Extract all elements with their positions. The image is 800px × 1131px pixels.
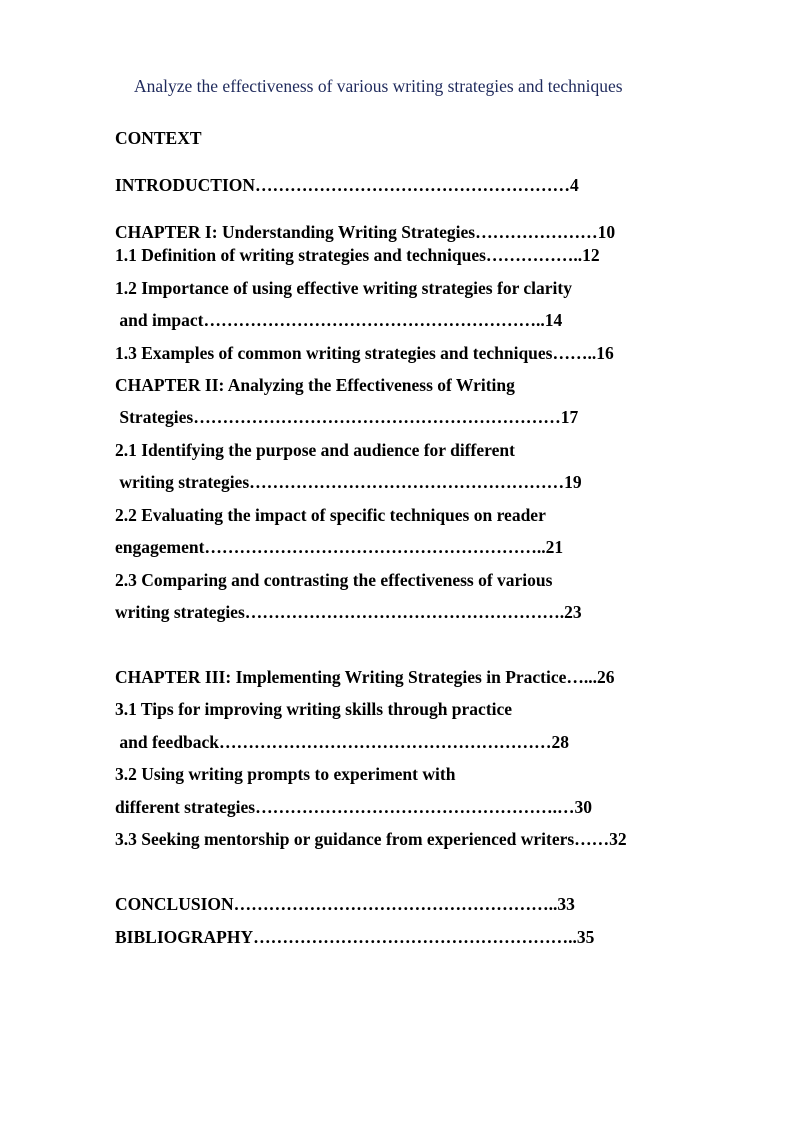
toc-entry-2-1-line2: writing strategies………………………………………………19: [115, 472, 582, 492]
toc-entry-introduction: INTRODUCTION………………………………………………4: [115, 175, 579, 195]
toc-entry-chapter-2-line1: CHAPTER II: Analyzing the Effectiveness of Writing: [115, 375, 515, 395]
contents-heading: CONTEXT: [115, 128, 202, 148]
toc-entry-1-3: 1.3 Examples of common writing strategies and techniques……..16: [115, 343, 614, 363]
toc-entry-chapter-2-line2: Strategies………………………………………………………17: [115, 407, 579, 427]
toc-entry-3-2-line1: 3.2 Using writing prompts to experiment with: [115, 764, 456, 784]
toc-entry-chapter-3: CHAPTER III: Implementing Writing Strategies in Practice…...26: [115, 667, 615, 687]
toc-entry-2-3-line1: 2.3 Comparing and contrasting the effectiveness of various: [115, 570, 553, 590]
toc-entry-conclusion: CONCLUSION………………………………………………..33: [115, 894, 575, 914]
toc-entry-3-1-line1: 3.1 Tips for improving writing skills through practice: [115, 699, 513, 719]
toc-entry-1-2-line2: and impact…………………………………………………..14: [115, 310, 563, 330]
toc-entry-3-1-line2: and feedback…………………………………………………28: [115, 732, 570, 752]
toc-entry-2-2-line2: engagement…………………………………………………..21: [115, 537, 564, 557]
toc-entry-chapter-1: CHAPTER I: Understanding Writing Strategies…………………10: [115, 222, 616, 242]
toc-entry-1-2-line1: 1.2 Importance of using effective writing strategies for clarity: [115, 278, 572, 298]
document-title: Analyze the effectiveness of various writing strategies and techniques: [134, 76, 623, 96]
toc-entry-2-2-line1: 2.2 Evaluating the impact of specific techniques on reader: [115, 505, 546, 525]
toc-entry-3-2-line2: different strategies…………………………………………….…30: [115, 797, 592, 817]
toc-entry-2-3-line2: writing strategies……………………………………………….23: [115, 602, 582, 622]
toc-entry-3-3: 3.3 Seeking mentorship or guidance from experienced writers……32: [115, 829, 627, 849]
toc-entry-1-1: 1.1 Definition of writing strategies and techniques……………..12: [115, 245, 600, 265]
toc-entry-bibliography: BIBLIOGRAPHY………………………………………………..35: [115, 927, 595, 947]
toc-entry-2-1-line1: 2.1 Identifying the purpose and audience for different: [115, 440, 515, 460]
